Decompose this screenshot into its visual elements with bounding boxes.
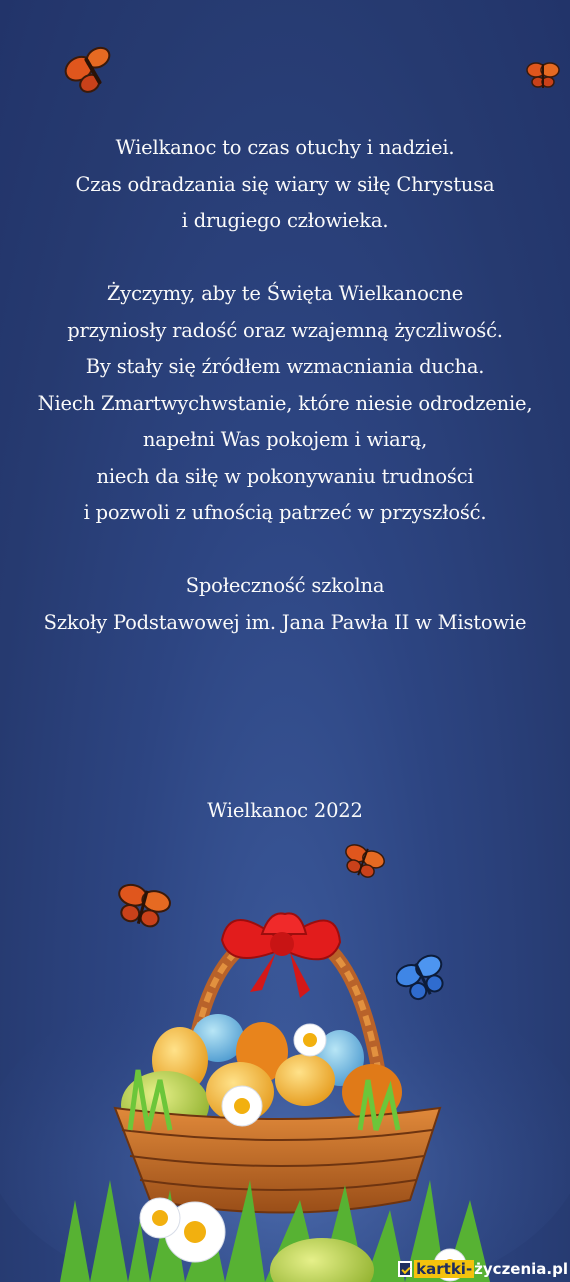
- text-line: Niech Zmartwychwstanie, które niesie odrodzenie,: [37, 391, 533, 415]
- greeting-paragraph-1: [0, 130, 570, 240]
- butterfly-icon: [62, 40, 124, 102]
- date-line: [0, 793, 570, 830]
- brand-part-2: życzenia.pl: [474, 1260, 568, 1278]
- butterfly-icon: [524, 58, 562, 94]
- signature: [0, 568, 570, 641]
- text-line: Wielkanoc 2022: [207, 799, 363, 822]
- text-line: Szkoły Podstawowej im. Jana Pawła II w Mistowie: [43, 610, 527, 634]
- butterfly-icon: [340, 842, 386, 882]
- text-line: niech da siłę w pokonywaniu trudności: [96, 464, 474, 488]
- site-logo[interactable]: [398, 1258, 568, 1280]
- text-line: Życzymy, aby te Święta Wielkanocne: [106, 282, 464, 305]
- text-line: i drugiego człowieka.: [181, 209, 389, 232]
- text-line: Wielkanoc to czas otuchy i nadziei.: [115, 136, 455, 159]
- checkbox-logo-icon: [398, 1261, 412, 1277]
- text-line: przyniosły radość oraz wzajemną życzliwość.: [67, 318, 503, 342]
- easter-basket: [0, 880, 570, 1282]
- text-line: Społeczność szkolna: [185, 574, 385, 597]
- text-line: napełni Was pokojem i wiarą,: [142, 428, 428, 451]
- greeting-paragraph-2: [0, 276, 570, 532]
- text-line: Czas odradzania się wiary w siłę Chrystusa: [75, 172, 495, 196]
- text-line: i pozwoli z ufnością patrzeć w przyszłość.: [83, 501, 487, 524]
- text-line: By stały się źródłem wzmacniania ducha.: [85, 355, 485, 378]
- brand-part-1: kartki-: [416, 1260, 473, 1278]
